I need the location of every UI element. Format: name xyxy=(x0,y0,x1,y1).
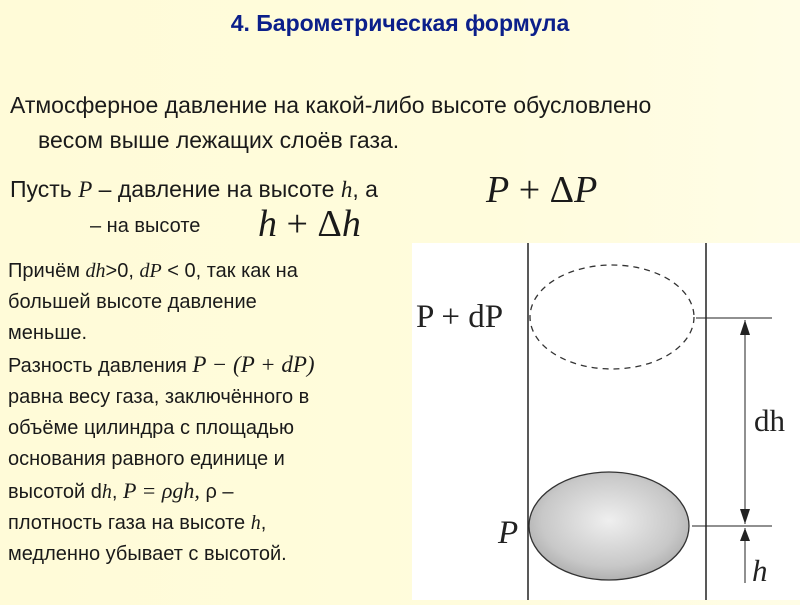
para2-comma-a: , а xyxy=(352,176,378,202)
cylinder-diagram-svg xyxy=(412,243,800,600)
body-line-2: большей высоте давление xyxy=(8,291,257,313)
body-line-4: Разность давления P − (P + dP) xyxy=(8,352,315,377)
cylinder-diagram xyxy=(412,243,800,600)
slide-title: 4. Барометрическая формула xyxy=(230,10,570,36)
lower-layer-ellipse xyxy=(529,472,689,580)
paragraph-atmospheric-pressure xyxy=(10,88,651,158)
body-line-10: медленно убывает с высотой. xyxy=(8,543,287,565)
para1-line1: Атмосферное давление на какой-либо высоте обусловлено xyxy=(10,92,652,118)
h-arrow-up xyxy=(740,528,750,541)
paragraph-let-p xyxy=(10,176,378,203)
body-line-9: плотность газа на высоте h, xyxy=(8,512,267,534)
body-line-7: основания равного единице и xyxy=(8,448,285,470)
label-dh: dh xyxy=(754,403,785,438)
var-P: P xyxy=(78,177,93,202)
label-p: P xyxy=(498,515,519,551)
para2-at-height: – на высоте xyxy=(90,215,201,237)
dh-arrow-up xyxy=(740,320,750,335)
formula-p-plus-delta-p: P + ΔP xyxy=(486,169,598,211)
var-h: h xyxy=(340,177,353,202)
label-p-plus-dp: P + dP xyxy=(416,299,504,335)
explanation-text xyxy=(8,256,418,570)
label-h: h xyxy=(752,553,768,588)
para1-line2: весом выше лежащих слоёв газа. xyxy=(38,127,400,153)
body-line-5: равна весу газа, заключённого в xyxy=(8,386,310,408)
body-line-1: Причём dh>0, dP < 0, так как на xyxy=(8,260,298,282)
para2-prefix: Пусть xyxy=(10,176,79,202)
body-line-3: меньше. xyxy=(8,322,88,344)
para2-mid: – давление на высоте xyxy=(92,176,341,202)
body-line-6: объёме цилиндра с площадью xyxy=(8,417,295,439)
body-line-8: высотой dh, P = ρgh, ρ – xyxy=(8,478,234,503)
formula-p-rho-g-h: P = ρgh, xyxy=(122,478,200,503)
formula-pressure-difference: P − (P + dP) xyxy=(192,352,315,377)
dh-arrow-down xyxy=(740,509,750,524)
upper-layer-ellipse xyxy=(530,265,694,369)
formula-h-plus-delta-h: h + Δh xyxy=(258,203,361,245)
